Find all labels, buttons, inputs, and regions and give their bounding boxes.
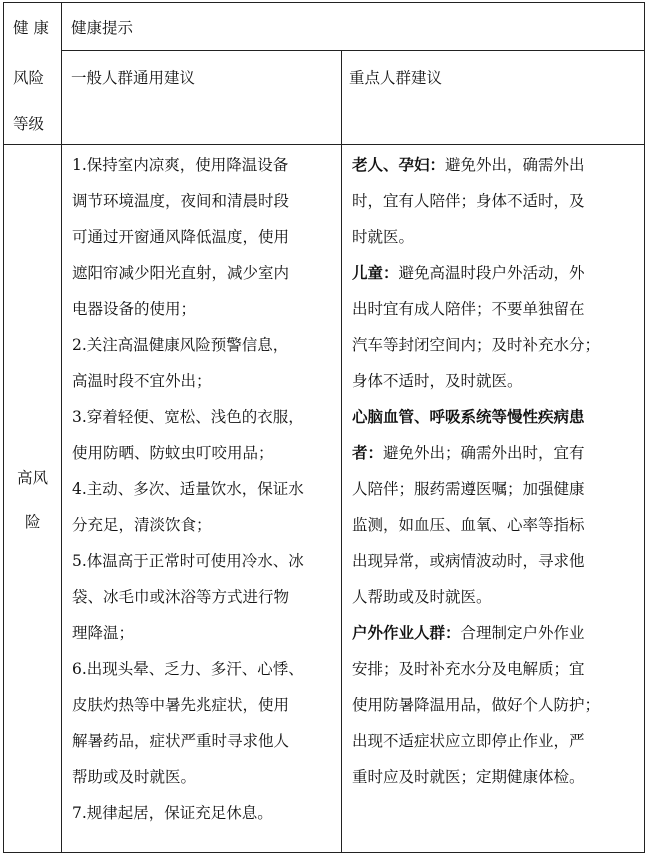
level-column-divider (61, 2, 62, 853)
advice-text: 出现不适症状应立即停止作业，严 (352, 732, 585, 750)
population-group-label: 者： (352, 443, 384, 462)
general-advice-line: 帮助或及时就医。 (72, 768, 197, 786)
advice-text: 出时宜有成人陪伴；不要单独留在 (352, 300, 585, 318)
key-advice-line (352, 363, 642, 399)
table-border-right (644, 2, 645, 853)
risk-level-header-line3: 等级 (13, 115, 45, 133)
advice-text: 汽车等封闭空间内；及时补充水分； (352, 336, 601, 354)
risk-level-header-line1: 健 康 (13, 19, 49, 37)
key-advice-line (352, 615, 642, 651)
risk-level-value-line1: 高风 (17, 469, 49, 487)
key-advice-line (352, 579, 642, 615)
general-advice-line: 使用防晒、防蚊虫叮咬用品； (72, 444, 274, 462)
general-advice-line: 2.关注高温健康风险预警信息， (72, 336, 289, 354)
key-advice-line (352, 435, 642, 471)
key-advice-line (352, 507, 642, 543)
advice-text: 人陪伴；服药需遵医嘱；加强健康 (352, 480, 585, 498)
key-advice-line (352, 327, 642, 363)
population-group-label: 户外作业人群： (352, 623, 461, 642)
health-tip-header: 健康提示 (71, 19, 134, 37)
general-advice-line: 高温时段不宜外出； (72, 372, 212, 390)
risk-level-header-line2: 风险 (13, 69, 45, 87)
advice-text: 使用防暑降温用品，做好个人防护； (352, 696, 601, 714)
key-population-header: 重点人群建议 (349, 69, 443, 87)
key-advice-line (352, 399, 642, 435)
general-advice-line: 皮肤灼热等中暑先兆症状，使用 (72, 696, 290, 714)
general-advice-line: 1.保持室内凉爽，使用降温设备 (72, 156, 289, 174)
general-population-header: 一般人群通用建议 (71, 69, 196, 87)
population-group-label: 儿童： (352, 263, 399, 282)
advice-text: 避免外出，确需外出 (445, 156, 585, 174)
population-group-label: 老人、孕妇： (352, 155, 446, 174)
key-advice-line (352, 255, 642, 291)
general-advice-line: 分充足，清淡饮食； (72, 516, 212, 534)
advice-text: 合理制定户外作业 (460, 624, 585, 642)
table-border-top (3, 2, 645, 3)
general-advice-line: 遮阳帘减少阳光直射，减少室内 (72, 264, 290, 282)
general-advice-line: 解暑药品，症状严重时寻求他人 (72, 732, 290, 750)
risk-level-value-line2: 险 (25, 513, 41, 531)
general-advice-line: 调节环境温度，夜间和清晨时段 (72, 192, 290, 210)
key-advice-line (352, 543, 642, 579)
general-advice (72, 147, 338, 831)
key-advice-line (352, 651, 642, 687)
table-border-bottom (3, 852, 645, 853)
advice-text: 监测，如血压、血氧、心率等指标 (352, 516, 585, 534)
key-advice-line (352, 759, 642, 795)
advice-text: 安排；及时补充水分及电解质；宜 (352, 660, 585, 678)
advice-text: 身体不适时，及时就医。 (352, 372, 523, 390)
advice-text: 人帮助或及时就医。 (352, 588, 492, 606)
advice-column-divider (341, 50, 342, 853)
general-advice-line: 3.穿着轻便、宽松、浅色的衣服， (72, 408, 304, 426)
general-advice-line: 7.规律起居，保证充足休息。 (72, 804, 273, 822)
key-advice-line (352, 471, 642, 507)
key-advice-line (352, 147, 642, 183)
key-advice-line (352, 219, 642, 255)
advice-text: 避免外出；确需外出时，宜有 (383, 444, 585, 462)
key-advice-line (352, 723, 642, 759)
header-divider (61, 50, 645, 51)
general-advice-line: 可通过开窗通风降低温度，使用 (72, 228, 290, 246)
key-advice-line (352, 183, 642, 219)
general-advice-line: 理降温； (72, 624, 135, 642)
general-advice-line: 6.出现头晕、乏力、多汗、心悸、 (72, 660, 304, 678)
population-group-label: 心脑血管、呼吸系统等慢性疾病患 (352, 407, 585, 426)
header-bottom-border (3, 144, 645, 145)
advice-text: 出现异常，或病情波动时，寻求他 (352, 552, 585, 570)
advice-text: 时，宜有人陪伴；身体不适时，及 (352, 192, 585, 210)
key-group-advice (352, 147, 642, 795)
table-border-left (3, 2, 4, 853)
key-advice-line (352, 687, 642, 723)
key-advice-line (352, 291, 642, 327)
general-advice-line: 4.主动、多次、适量饮水，保证水 (72, 480, 304, 498)
general-advice-line: 袋、冰毛巾或沐浴等方式进行物 (72, 588, 290, 606)
advice-text: 避免高温时段户外活动，外 (398, 264, 585, 282)
advice-text: 重时应及时就医；定期健康体检。 (352, 768, 585, 786)
advice-text: 时就医。 (352, 228, 415, 246)
general-advice-line: 5.体温高于正常时可使用冷水、冰 (72, 552, 304, 570)
general-advice-line: 电器设备的使用； (72, 300, 197, 318)
